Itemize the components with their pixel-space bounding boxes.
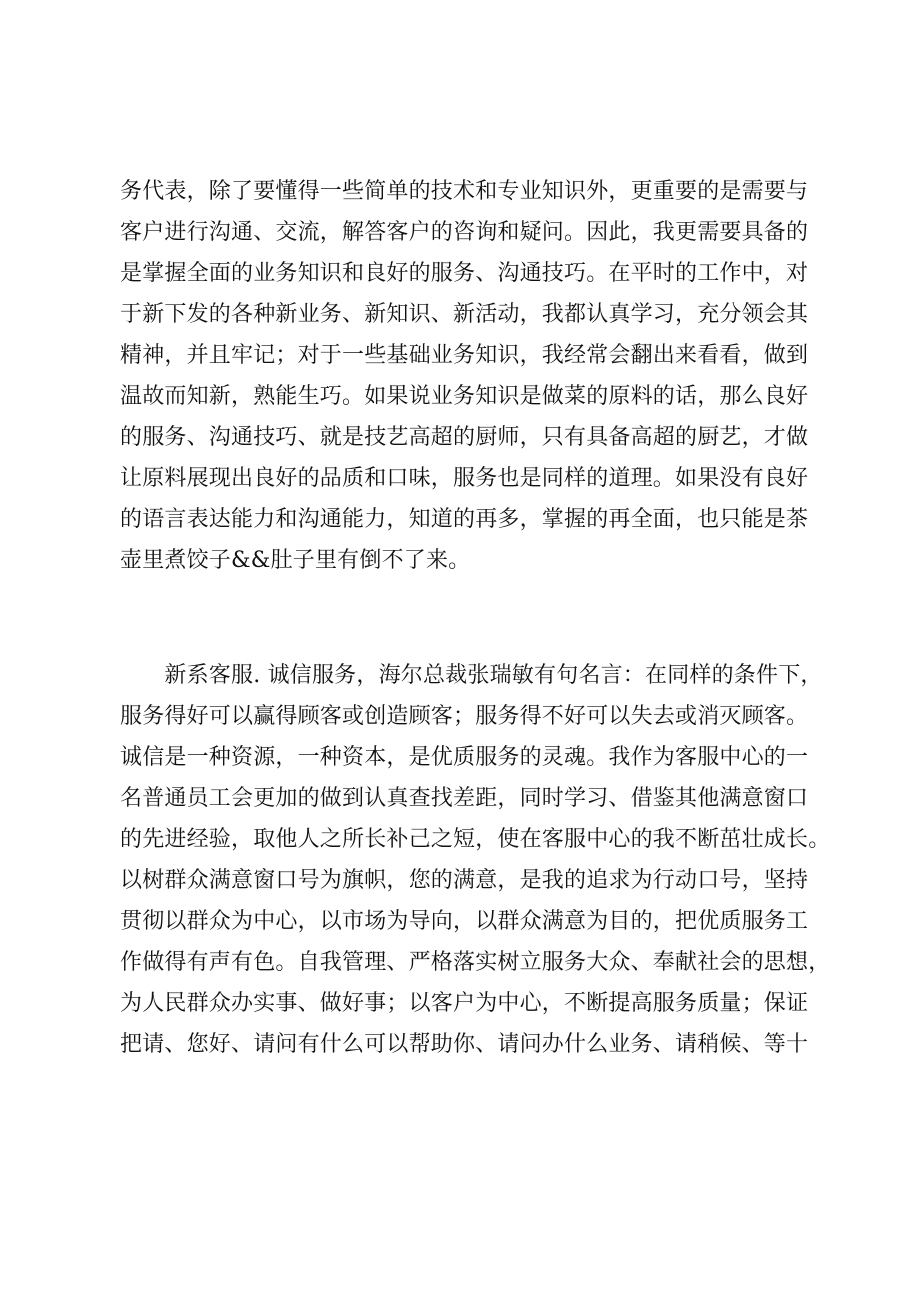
paragraph-line: 务代表，除了要懂得一些简单的技术和专业知识外，更重要的是需要与 <box>120 179 809 204</box>
paragraph-line: 贯彻以群众为中心，以市场为导向，以群众满意为目的，把优质服务工 <box>120 909 809 934</box>
paragraph-line: 温故而知新，熟能生巧。如果说业务知识是做菜的原料的话，那么良好 <box>120 384 809 409</box>
paragraph-line: 的语言表达能力和沟通能力，知道的再多，掌握的再全面，也只能是茶 <box>120 507 809 532</box>
paragraph-line: 服务得好可以赢得顾客或创造顾客；服务得不好可以失去或消灭顾客。 <box>120 704 809 729</box>
paragraph-line: 的服务、沟通技巧、就是技艺高超的厨师，只有具备高超的厨艺，才做 <box>120 425 809 450</box>
paragraph-line: 新系客服. 诚信服务，海尔总裁张瑞敏有句名言：在同样的条件下， <box>120 663 823 688</box>
paragraph-line: 把请、您好、请问有什么可以帮助你、请问办什么业务、请稍候、等十 <box>120 1032 809 1057</box>
paragraph-line: 为人民群众办实事、做好事；以客户为中心，不断提高服务质量；保证 <box>120 991 809 1016</box>
paragraph-1 <box>120 171 810 581</box>
paragraph-line: 的先进经验，取他人之所长补己之短，使在客服中心的我不断茁壮成长。 <box>120 827 831 852</box>
paragraph-line: 让原料展现出良好的品质和口味，服务也是同样的道理。如果没有良好 <box>120 466 809 491</box>
paragraph-line: 精神，并且牢记；对于一些基础业务知识，我经常会翻出来看看，做到 <box>120 343 809 368</box>
paragraph-line: 客户进行沟通、交流，解答客户的咨询和疑问。因此，我更需要具备的 <box>120 220 809 245</box>
paragraph-line: 以树群众满意窗口号为旗帜，您的满意，是我的追求为行动口号，坚持 <box>120 868 809 893</box>
paragraph-line: 是掌握全面的业务知识和良好的服务、沟通技巧。在平时的工作中，对 <box>120 261 809 286</box>
paragraph-line: 于新下发的各种新业务、新知识、新活动，我都认真学习，充分领会其 <box>120 302 809 327</box>
paragraph-line: 诚信是一种资源，一种资本，是优质服务的灵魂。我作为客服中心的一 <box>120 745 809 770</box>
paragraph-line: 壶里煮饺子&&肚子里有倒不了来。 <box>120 548 471 573</box>
paragraph-line: 作做得有声有色。自我管理、严格落实树立服务大众、奉献社会的思想， <box>120 950 831 975</box>
paragraph-line: 名普通员工会更加的做到认真查找差距，同时学习、借鉴其他满意窗口 <box>120 786 809 811</box>
paragraph-2 <box>120 655 831 1065</box>
